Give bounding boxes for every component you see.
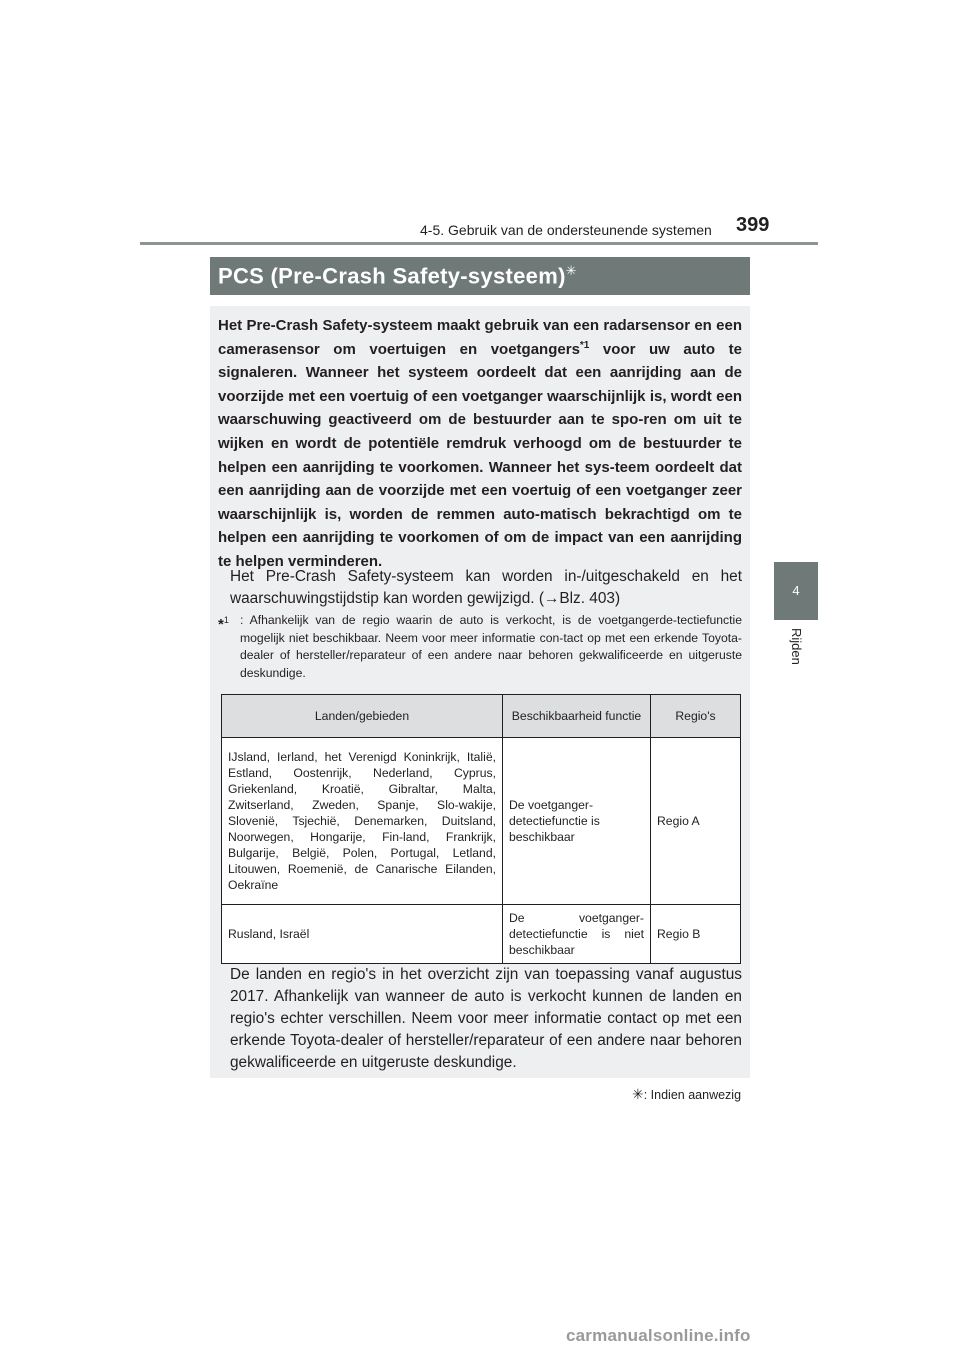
intro-text-2: voor uw auto te signaleren. Wanneer het systeem oordeelt dat een aanrijding aan de voorzijde met een voertuig of een voetganger waarschijnlijk is, wordt een waarschuwing geactiveerd om de bestuurder aan te spo-ren om uit te wijken en wordt de potentiële remdruk verhoogd om de bestuurder te helpen een aanrijding te voorkomen. Wanneer het sys-teem oordeelt dat een aanrijding aan de voorzijde met een voertuig of een voetganger zeer waarschijnlijk is, worden de remmen auto-matisch bekrachtigd om te helpen een aanrijding te voorkomen of om de impact van een aanrijding te helpen verminderen. [218, 340, 742, 570]
intro-paragraph [218, 314, 742, 574]
section-title-bar [210, 257, 750, 295]
availability-cell: De voetganger-detectiefunctie is niet beschikbaar [503, 905, 651, 964]
footnote-reference: *1 [579, 339, 590, 351]
page-number: 399 [736, 214, 770, 236]
applicability-paragraph: De landen en regio's in het overzicht zijn van toepassing vanaf augustus 2017. Afhankelijk van wanneer de auto is verkocht kunnen de landen en regio's echter verschillen. Neem voor meer informatie contact op met een erkende Toyota-dealer of hersteller/reparateur of een andere naar behoren gekwalificeerde en uitgeruste deskundige. [230, 966, 742, 1071]
optional-equipment-mark: ✳ [565, 263, 577, 278]
footnote-mark [218, 612, 229, 634]
region-cell: Regio A [651, 738, 741, 905]
equipment-note-text: : Indien aanwezig [643, 1088, 742, 1102]
region-table [221, 694, 741, 964]
availability-cell: De voetganger-detectiefunctie is beschikbaar [503, 738, 651, 905]
countries-cell: Rusland, Israël [222, 905, 503, 964]
footnote-number: 1 [223, 615, 229, 625]
footnote [218, 612, 742, 682]
chapter-tab [774, 562, 818, 620]
footnote-text: : Afhankelijk van de regio waarin de auto is verkocht, is de voetgangerde-tectiefunctie mogelijk niet beschikbaar. Neem voor meer informatie con-tact op met een erkende Toyota-dealer of hersteller/reparateur of een andere naar behoren gekwalificeerde en uitgeruste deskundige. [240, 613, 742, 680]
equipment-note [632, 1086, 741, 1103]
intro-text-1: Het Pre-Crash Safety-systeem maakt gebruik van een radarsensor en een camerasensor om voertuigen en voetgangers [218, 317, 742, 358]
watermark: carmanualsonline.info [566, 1326, 751, 1345]
column-header-countries: Landen/gebieden [222, 695, 503, 738]
section-title [218, 263, 577, 289]
table-row [222, 905, 741, 964]
table-header-row [222, 695, 741, 738]
section-title-text: PCS (Pre-Crash Safety-systeem) [218, 263, 566, 289]
footnote-asterisk: * [218, 616, 224, 633]
header-divider [140, 242, 818, 245]
section-heading: 4-5. Gebruik van de ondersteunende systemen [420, 222, 712, 238]
chapter-label: Rijden [789, 628, 804, 665]
column-header-regions: Regio's [651, 695, 741, 738]
table-row [222, 738, 741, 905]
settings-paragraph: Het Pre-Crash Safety-systeem kan worden in-/uitgeschakeld en het waarschuwingstijdstip kan worden gewijzigd. (→Blz. 403) [230, 568, 742, 607]
equipment-note-mark: ✳ [632, 1086, 644, 1102]
chapter-number: 4 [792, 583, 800, 598]
countries-cell: IJsland, Ierland, het Verenigd Koninkrijk, Italië, Estland, Oostenrijk, Nederland, Cyprus, Griekenland, Kroatië, Gibraltar, Malta, Zwitserland, Zweden, Spanje, Slo-wakije, Slovenië, Tsjechië, Denemarken, Duitsland, Noorwegen, Hongarije, Fin-land, Frankrijk, Bulgarije, België, Polen, Portugal, Letland, Litouwen, Roemenië, de Canarische Eilanden, Oekraïne [222, 738, 503, 905]
region-cell: Regio B [651, 905, 741, 964]
column-header-availability: Beschikbaarheid functie [503, 695, 651, 738]
